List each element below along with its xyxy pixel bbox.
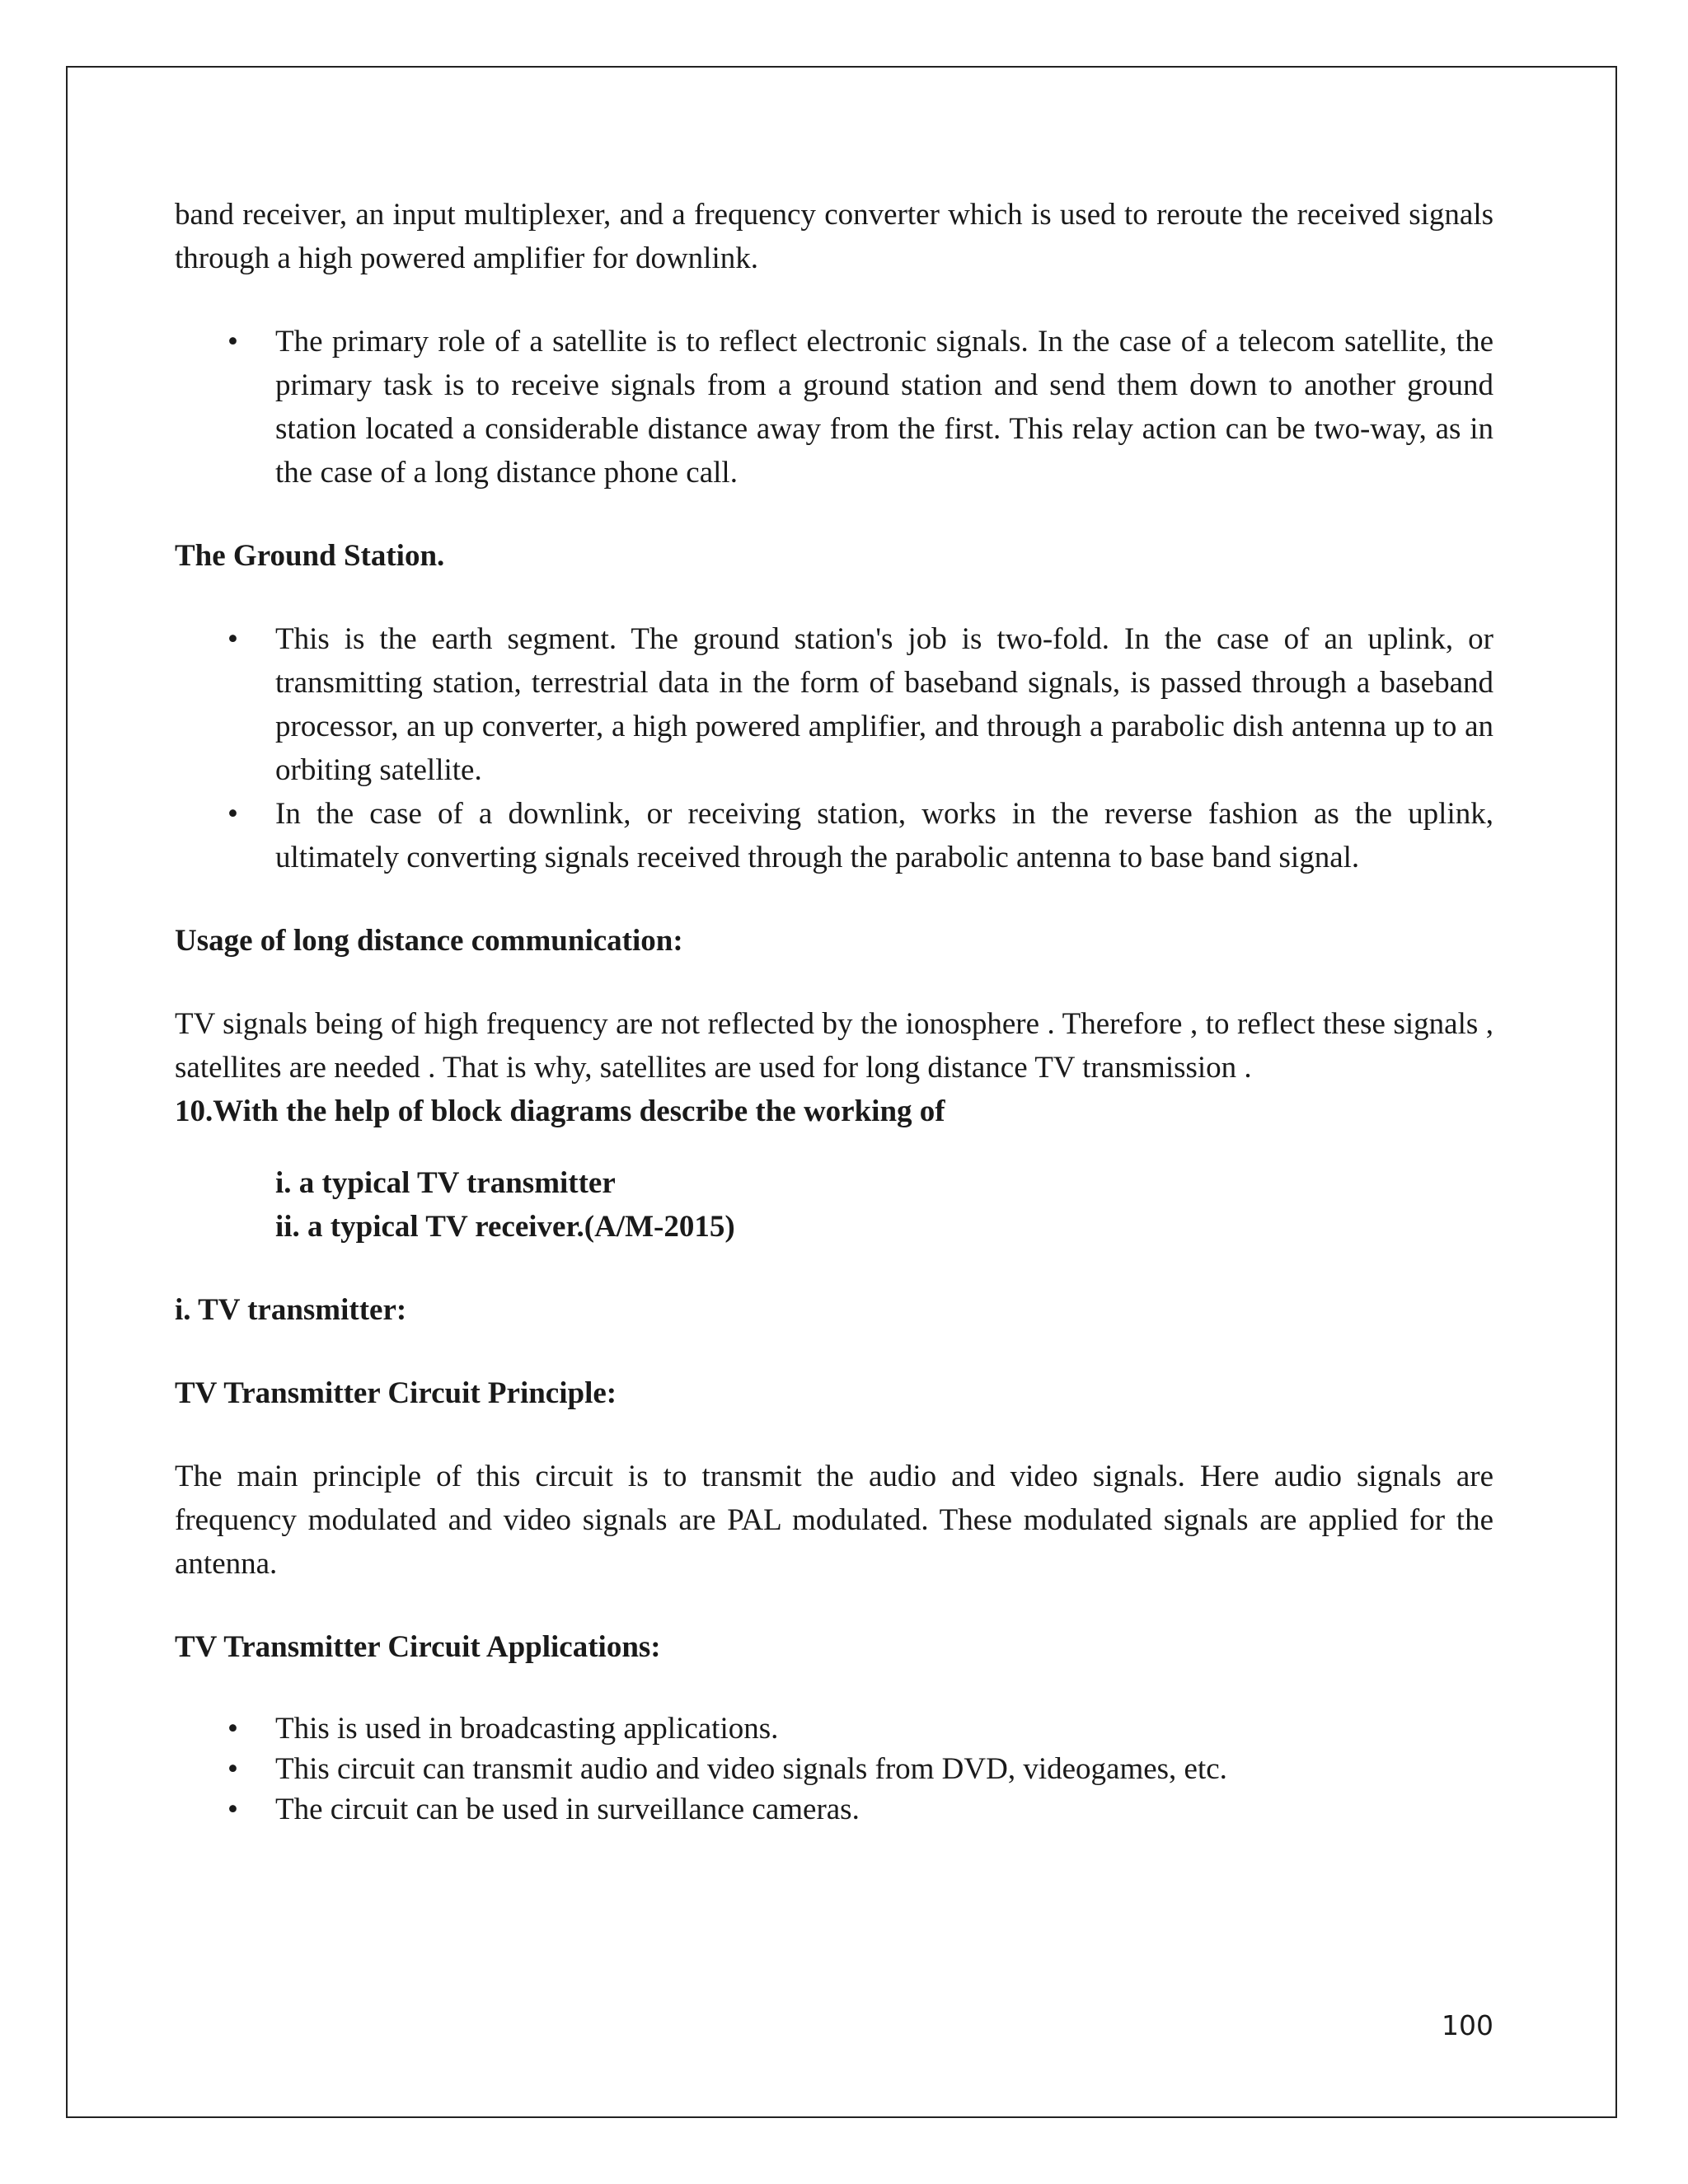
bullet-icon: • [227, 622, 238, 656]
document-body [175, 193, 1493, 1830]
bullet-icon: • [227, 1793, 238, 1826]
list-item [175, 1789, 1493, 1830]
bullet-icon: • [227, 1752, 238, 1786]
principle-heading: TV Transmitter Circuit Principle: [175, 1376, 617, 1410]
list-item-text: This is the earth segment. The ground station's job is two-fold. In the case of an uplink, or transmitting station, terrestrial data in the form of baseband signals, is passed through a baseband processor, an up converter, a high powered amplifier, and through a parabolic dish antenna up to an orbiting satellite. [275, 622, 1493, 787]
list-item [175, 792, 1493, 879]
page-number: 100 [1442, 2009, 1493, 2041]
list-item-text: The primary role of a satellite is to reflect electronic signals. In the case of a telecom satellite, the primary task is to receive signals from a ground station and send them down to another ground station located a considerable distance away from the first. This relay action can be two-way, as in the case of a long distance phone call. [275, 325, 1493, 490]
list-item-text: In the case of a downlink, or receiving station, works in the reverse fashion as the uplink, ultimately converting signals received through the parabolic antenna to base band signal. [275, 797, 1493, 874]
question-item: ii. a typical TV receiver.(A/M-2015) [275, 1210, 735, 1244]
question-item: i. a typical TV transmitter [275, 1166, 616, 1200]
list-item [175, 320, 1493, 494]
bullet-icon: • [227, 1712, 238, 1746]
usage-paragraph: TV signals being of high frequency are not reflected by the ionosphere . Therefore , to reflect these signals , satellites are needed . That is why, satellites are used for long distance TV transmission . [175, 1007, 1493, 1085]
list-item-text: The circuit can be used in surveillance cameras. [275, 1793, 860, 1826]
ground-station-heading: The Ground Station. [175, 539, 445, 573]
applications-heading: TV Transmitter Circuit Applications: [175, 1630, 661, 1664]
applications-bullet-list [175, 1708, 1493, 1830]
list-item-text: This is used in broadcasting applications. [275, 1712, 779, 1746]
question-subitems [175, 1161, 1493, 1249]
list-item [175, 1708, 1493, 1749]
principle-paragraph: The main principle of this circuit is to transmit the audio and video signals. Here audio signals are frequency modulated and video signals are PAL modulated. These modulated signals are applied for the antenna. [175, 1460, 1493, 1581]
bullet-icon: • [227, 325, 238, 359]
usage-heading: Usage of long distance communication: [175, 924, 683, 958]
question-heading: 10.With the help of block diagrams describe the working of [175, 1094, 945, 1128]
list-item-text: This circuit can transmit audio and video signals from DVD, videogames, etc. [275, 1752, 1227, 1786]
list-item [175, 1749, 1493, 1789]
satellite-bullet-list [175, 320, 1493, 494]
intro-paragraph: band receiver, an input multiplexer, and a frequency converter which is used to reroute the received signals through a high powered amplifier for downlink. [175, 198, 1493, 275]
tv-transmitter-heading: i. TV transmitter: [175, 1293, 407, 1327]
bullet-icon: • [227, 797, 238, 831]
ground-station-bullet-list [175, 617, 1493, 879]
list-item [175, 617, 1493, 792]
